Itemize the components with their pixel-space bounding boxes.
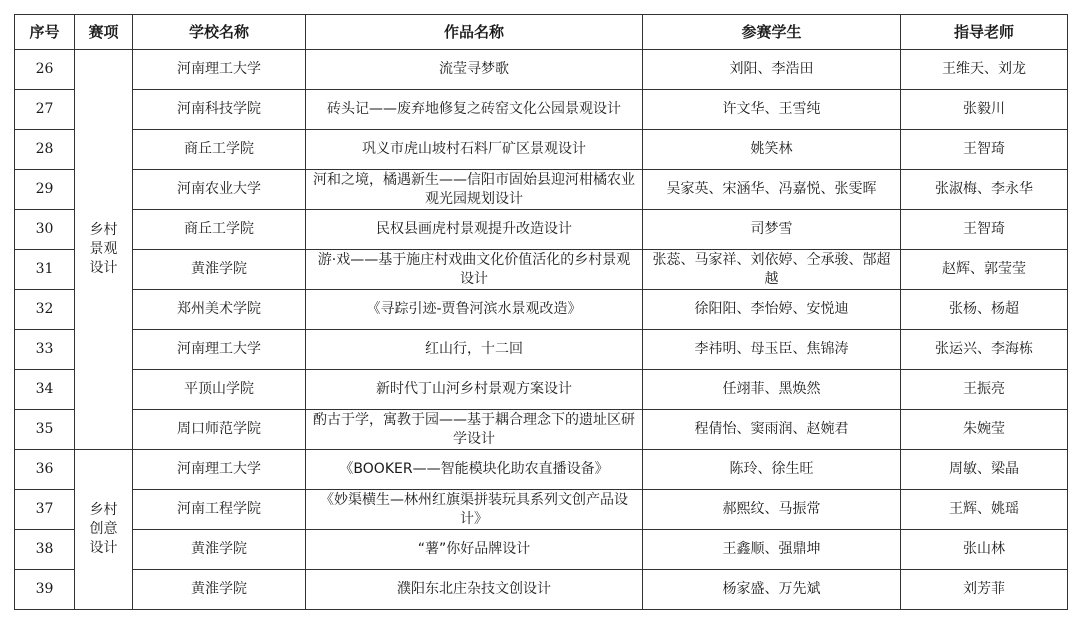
table-row xyxy=(15,130,1068,170)
row-teachers: 张毅川 xyxy=(901,90,1068,130)
row-teachers: 王维天、刘龙 xyxy=(901,50,1068,90)
category-cell xyxy=(75,450,133,610)
row-no: 31 xyxy=(15,250,75,290)
row-work: 砖头记——废弃地修复之砖窑文化公园景观设计 xyxy=(306,90,643,130)
category-line: 乡村 xyxy=(89,222,118,238)
category-line: 景观 xyxy=(89,241,118,257)
row-students: 许文华、王雪纯 xyxy=(643,90,901,130)
row-no: 33 xyxy=(15,330,75,370)
award-table xyxy=(14,14,1068,610)
row-no: 28 xyxy=(15,130,75,170)
header-work: 作品名称 xyxy=(306,15,643,50)
table-row xyxy=(15,370,1068,410)
row-work: 《寻踪引迹-贾鲁河滨水景观改造》 xyxy=(306,290,643,330)
table-row xyxy=(15,570,1068,610)
table-row xyxy=(15,250,1068,290)
row-students: 司梦雪 xyxy=(643,210,901,250)
table-row xyxy=(15,210,1068,250)
category-line: 乡村 xyxy=(89,502,118,518)
row-teachers: 赵辉、郭莹莹 xyxy=(901,250,1068,290)
row-no: 26 xyxy=(15,50,75,90)
row-work: 河和之境，橘遇新生——信阳市固始县迎河柑橘农业观光园规划设计 xyxy=(306,170,643,210)
row-students: 徐阳阳、李怡婷、安悦迪 xyxy=(643,290,901,330)
row-teachers: 王智琦 xyxy=(901,210,1068,250)
row-school: 郑州美术学院 xyxy=(133,290,306,330)
row-no: 36 xyxy=(15,450,75,490)
row-work: 酌古于学，寓教于园——基于耦合理念下的遗址区研学设计 xyxy=(306,410,643,450)
row-school: 周口师范学院 xyxy=(133,410,306,450)
table-row xyxy=(15,330,1068,370)
row-school: 河南科技学院 xyxy=(133,90,306,130)
row-no: 37 xyxy=(15,490,75,530)
row-school: 河南理工大学 xyxy=(133,330,306,370)
category-line: 设计 xyxy=(89,260,118,276)
row-no: 29 xyxy=(15,170,75,210)
row-no: 38 xyxy=(15,530,75,570)
row-work: 《妙渠横生—林州红旗渠拼装玩具系列文创产品设计》 xyxy=(306,490,643,530)
row-teachers: 王振亮 xyxy=(901,370,1068,410)
header-teachers: 指导老师 xyxy=(901,15,1068,50)
table-row xyxy=(15,50,1068,90)
row-no: 35 xyxy=(15,410,75,450)
row-school: 黄淮学院 xyxy=(133,250,306,290)
table-row xyxy=(15,170,1068,210)
table-row xyxy=(15,450,1068,490)
row-school: 黄淮学院 xyxy=(133,530,306,570)
row-students: 姚笑林 xyxy=(643,130,901,170)
header-category: 赛项 xyxy=(75,15,133,50)
row-no: 32 xyxy=(15,290,75,330)
row-students: 刘阳、李浩田 xyxy=(643,50,901,90)
row-school: 河南农业大学 xyxy=(133,170,306,210)
header-row xyxy=(15,15,1068,50)
row-work: 流莹寻梦歌 xyxy=(306,50,643,90)
table-row xyxy=(15,410,1068,450)
table-row xyxy=(15,290,1068,330)
table-row xyxy=(15,90,1068,130)
table-row xyxy=(15,490,1068,530)
category-line: 设计 xyxy=(89,540,118,556)
row-no: 34 xyxy=(15,370,75,410)
header-students: 参赛学生 xyxy=(643,15,901,50)
row-work: 新时代丁山河乡村景观方案设计 xyxy=(306,370,643,410)
header-school: 学校名称 xyxy=(133,15,306,50)
row-teachers: 周敏、梁晶 xyxy=(901,450,1068,490)
row-teachers: 王辉、姚瑶 xyxy=(901,490,1068,530)
row-school: 商丘工学院 xyxy=(133,210,306,250)
row-school: 河南理工大学 xyxy=(133,450,306,490)
row-no: 39 xyxy=(15,570,75,610)
row-students: 杨家盛、万先斌 xyxy=(643,570,901,610)
row-students: 任翊菲、黑焕然 xyxy=(643,370,901,410)
row-work: “薯”你好品牌设计 xyxy=(306,530,643,570)
row-school: 黄淮学院 xyxy=(133,570,306,610)
row-students: 吴家英、宋涵华、冯嘉悦、张雯晖 xyxy=(643,170,901,210)
row-no: 30 xyxy=(15,210,75,250)
row-teachers: 张杨、杨超 xyxy=(901,290,1068,330)
category-cell xyxy=(75,50,133,450)
row-work: 红山行，十二回 xyxy=(306,330,643,370)
row-work: 濮阳东北庄杂技文创设计 xyxy=(306,570,643,610)
row-teachers: 朱婉莹 xyxy=(901,410,1068,450)
row-students: 张蕊、马家祥、刘依婷、仝承骏、郜超越 xyxy=(643,250,901,290)
row-work: 游·戏——基于施庄村戏曲文化价值活化的乡村景观设计 xyxy=(306,250,643,290)
row-school: 河南理工大学 xyxy=(133,50,306,90)
row-no: 27 xyxy=(15,90,75,130)
row-students: 王鑫顺、强鼎坤 xyxy=(643,530,901,570)
row-students: 陈玲、徐生旺 xyxy=(643,450,901,490)
row-teachers: 张运兴、李海栋 xyxy=(901,330,1068,370)
row-students: 程倩怡、窦雨润、赵婉君 xyxy=(643,410,901,450)
row-work: 巩义市虎山坡村石料厂矿区景观设计 xyxy=(306,130,643,170)
row-teachers: 刘芳菲 xyxy=(901,570,1068,610)
row-students: 郝熙纹、马振常 xyxy=(643,490,901,530)
table-row xyxy=(15,530,1068,570)
row-school: 商丘工学院 xyxy=(133,130,306,170)
header-no: 序号 xyxy=(15,15,75,50)
row-teachers: 张山林 xyxy=(901,530,1068,570)
row-work: 《BOOKER——智能模块化助农直播设备》 xyxy=(306,450,643,490)
row-school: 河南工程学院 xyxy=(133,490,306,530)
row-teachers: 张淑梅、李永华 xyxy=(901,170,1068,210)
row-school: 平顶山学院 xyxy=(133,370,306,410)
category-line: 创意 xyxy=(89,521,118,537)
row-work: 民权县画虎村景观提升改造设计 xyxy=(306,210,643,250)
row-students: 李祎明、母玉臣、焦锦涛 xyxy=(643,330,901,370)
row-teachers: 王智琦 xyxy=(901,130,1068,170)
